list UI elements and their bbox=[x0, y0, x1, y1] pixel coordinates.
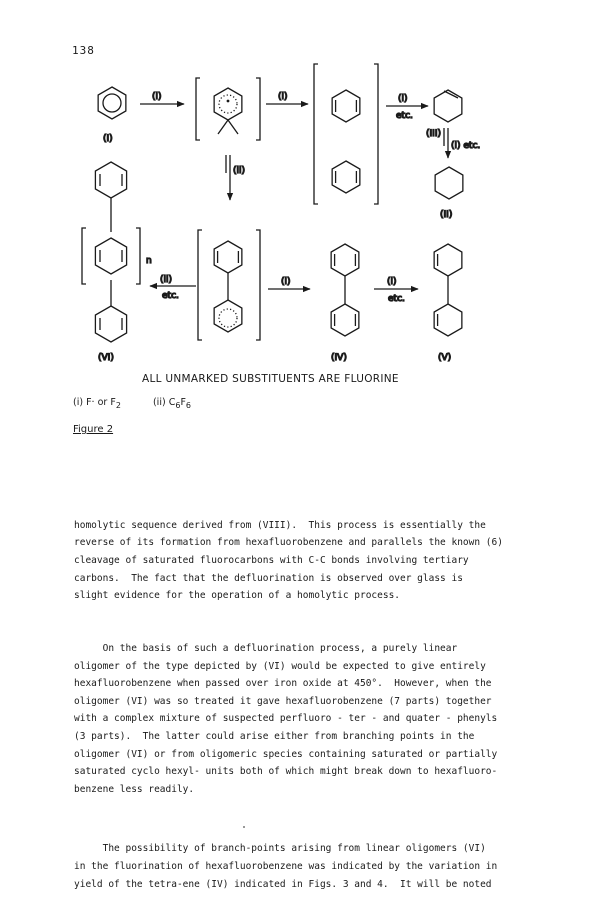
etc-label: etc. bbox=[388, 294, 405, 304]
text-line: (3 parts). The latter could arise either from branching points in the bbox=[74, 730, 475, 742]
compound-label-I: (I) bbox=[103, 134, 113, 144]
reagent-ii-label: (ii) bbox=[152, 397, 166, 408]
scan-speck bbox=[243, 826, 245, 828]
text-line: saturated cyclo hexyl- units both of which might break down to hexafluoro- bbox=[74, 766, 498, 778]
text-line: oligomer (VI) was so treated it gave hexafluorobenzene (7 parts) together bbox=[74, 695, 492, 707]
page-number: 138 bbox=[72, 44, 95, 57]
f-sub: 6 bbox=[185, 400, 191, 410]
biphenyl-chain-top bbox=[95, 162, 126, 232]
bracket-right bbox=[256, 78, 260, 140]
bicyclohexenyl bbox=[434, 244, 462, 336]
paragraph bbox=[74, 840, 524, 893]
bracket-left bbox=[82, 228, 86, 284]
etc-label: etc. bbox=[162, 291, 179, 301]
reagent-i-sub: 2 bbox=[115, 400, 121, 410]
reagent-i-text: F· or F bbox=[86, 397, 116, 408]
compound-label-II: (II) bbox=[440, 210, 453, 220]
text-line: On the basis of such a defluorination process, a purely linear bbox=[74, 642, 458, 654]
text-line: hexafluorobenzene when passed over iron oxide at 450°. However, when the bbox=[74, 678, 492, 690]
reagent-i-formula bbox=[86, 397, 121, 408]
reagent-label: (i) bbox=[278, 92, 288, 102]
compound-label-IV: (IV) bbox=[331, 353, 347, 363]
reagent-i-label: (i) bbox=[73, 397, 84, 408]
text-line: oligomer of the type depicted by (VI) would be expected to give entirely bbox=[74, 660, 486, 672]
cyclohexadiene-ring bbox=[332, 90, 360, 122]
text-line: reverse of its formation from hexafluorobenzene and parallels the known (6) bbox=[74, 537, 503, 549]
cyclohexene-ring bbox=[434, 90, 462, 122]
bracket-left bbox=[314, 64, 318, 204]
bracket-left bbox=[196, 78, 200, 140]
text-line: with a complex mixture of suspected perfluoro - ter - and quater - phenyls bbox=[74, 713, 498, 725]
text-line: yield of the tetra-ene (IV) indicated in Figs. 3 and 4. It will be noted bbox=[74, 878, 492, 890]
reagent-label: (ii) bbox=[160, 275, 173, 285]
reaction-scheme bbox=[0, 0, 593, 370]
repeat-n: n bbox=[146, 256, 152, 266]
text-line: slight evidence for the operation of a homolytic process. bbox=[74, 590, 401, 602]
hexafluorobenzene-ring bbox=[98, 87, 126, 119]
etc-label: etc. bbox=[396, 111, 413, 121]
cyclohexadiene-ring bbox=[332, 161, 360, 193]
text-line: benzene less readily. bbox=[74, 783, 195, 795]
c-sub: 6 bbox=[175, 400, 181, 410]
text-line: The possibility of branch-points arising from linear oligomers (VI) bbox=[74, 843, 486, 855]
compound-label-V: (V) bbox=[438, 353, 452, 363]
text-line: homolytic sequence derived from (VIII). This process is essentially the bbox=[74, 519, 486, 531]
bracket-right bbox=[256, 230, 260, 340]
reagent-label: (i) bbox=[387, 277, 397, 287]
phenylene-unit bbox=[95, 238, 126, 274]
compound-label-VI: (VI) bbox=[98, 353, 114, 363]
reagent-label: (i) bbox=[398, 94, 408, 104]
paragraph bbox=[74, 640, 524, 798]
reagent-label: (i) bbox=[281, 277, 291, 287]
f-symbol: F bbox=[180, 397, 186, 408]
reagent-label: (ii) bbox=[233, 166, 246, 176]
compound-label-III: (III) bbox=[426, 129, 441, 139]
bracket-left bbox=[198, 230, 202, 340]
figure-label: Figure 2 bbox=[73, 424, 114, 435]
biphenyl-chain-bottom bbox=[95, 280, 126, 342]
reagent-legend bbox=[73, 397, 191, 410]
paragraph bbox=[74, 499, 524, 605]
reagent-label: (i) etc. bbox=[451, 141, 481, 151]
dimer-adduct bbox=[214, 241, 242, 332]
text-line: in the fluorination of hexafluorobenzene was indicated by the variation in bbox=[74, 861, 498, 873]
text-line: cleavage of saturated fluorocarbons with C-C bonds involving tertiary bbox=[74, 554, 469, 566]
bracket-right bbox=[374, 64, 378, 204]
perfluorocyclohexane-ring bbox=[435, 167, 463, 199]
c-symbol: C bbox=[168, 397, 176, 408]
cyclohexadienyl-radical bbox=[214, 88, 242, 134]
text-line: carbons. The fact that the defluorination is observed over glass is bbox=[74, 572, 463, 584]
substituent-note: ALL UNMARKED SUBSTITUENTS ARE FLUORINE bbox=[142, 373, 399, 385]
reagent-label: (i) bbox=[152, 92, 162, 102]
body-text bbox=[74, 464, 524, 911]
tetra-ene bbox=[331, 244, 359, 336]
reagent-ii-formula bbox=[169, 397, 191, 408]
bracket-right bbox=[136, 228, 140, 284]
text-line: oligomer (VI) or from oligomeric species containing saturated or partially bbox=[74, 748, 498, 760]
